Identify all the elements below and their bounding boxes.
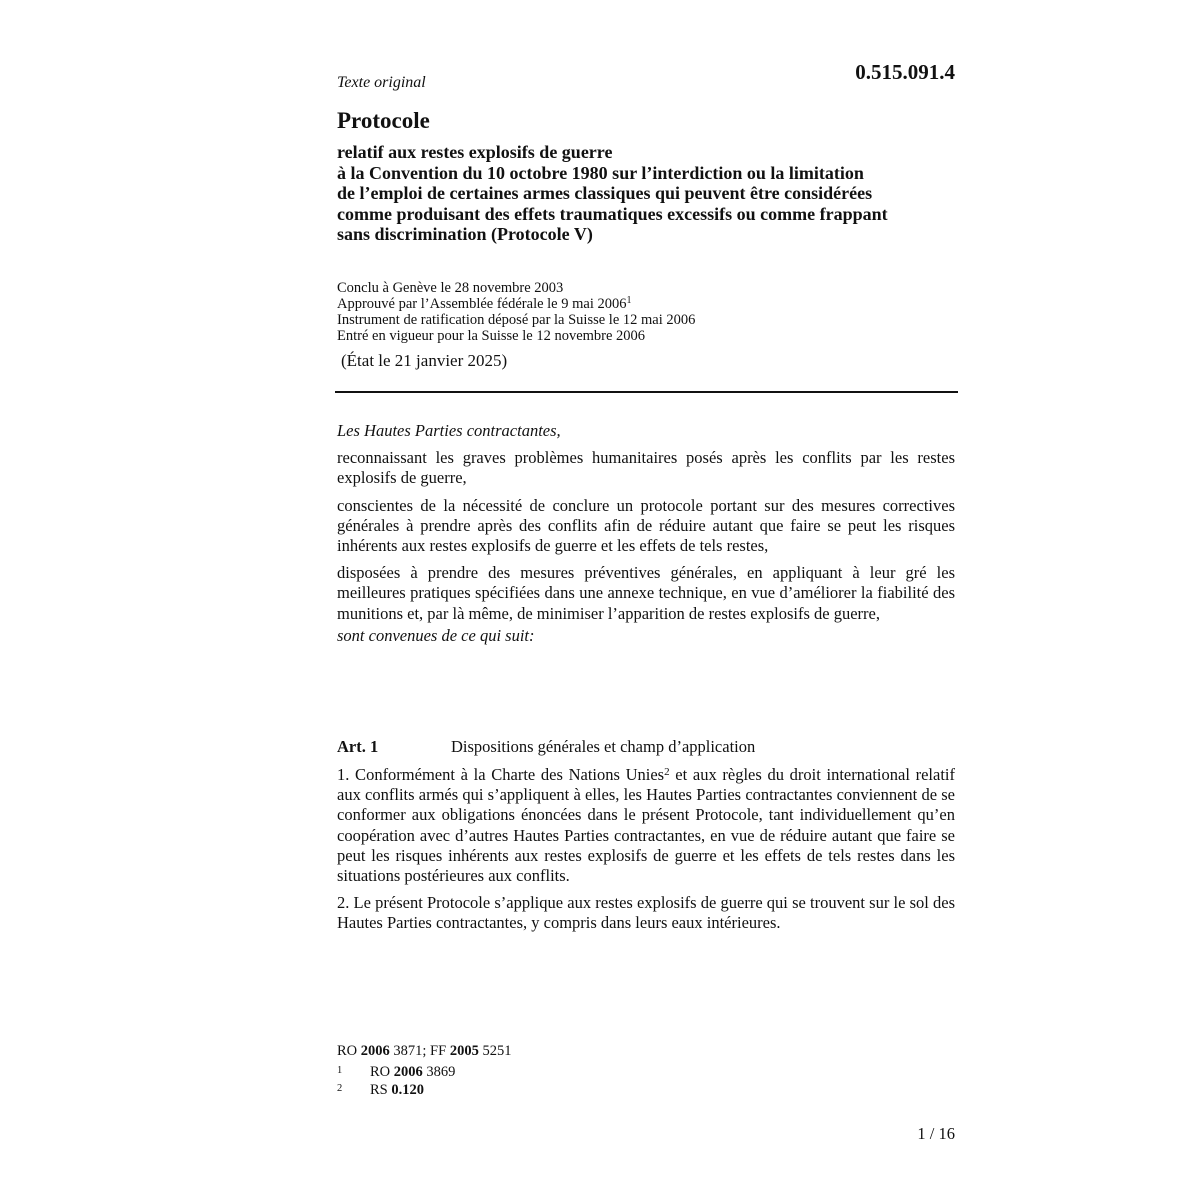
document-metadata xyxy=(337,280,695,344)
subtitle-line: à la Convention du 10 octobre 1980 sur l’interdiction ou la limitation xyxy=(337,162,864,183)
footnote-text: RS xyxy=(370,1081,392,1098)
footnote-ref[interactable]: 2 xyxy=(664,766,670,778)
preamble-paragraph: conscientes de la nécessité de conclure un protocole portant sur des mesures correctives générales à prendre après des conflits afin de réduire autant que faire se peut les risques inhérents aux restes explosifs de guerre et les effets de tels restes, xyxy=(337,495,955,556)
footnotes xyxy=(337,1063,455,1098)
subtitle-line: relatif aux restes explosifs de guerre xyxy=(337,142,613,162)
preamble xyxy=(337,421,955,653)
footnote-text: 0.120 xyxy=(391,1081,424,1098)
entry-into-force-date: Entré en vigueur pour la Suisse le 12 novembre 2006 xyxy=(337,328,646,344)
publication-reference xyxy=(337,1043,511,1060)
article-paragraph-1 xyxy=(337,765,955,886)
original-text-label: Texte original xyxy=(337,74,426,91)
preamble-intro: Les Hautes Parties contractantes, xyxy=(337,421,561,440)
ref-page: 5251 xyxy=(478,1043,512,1059)
subtitle-line: de l’emploi de certaines armes classiques qui peuvent être considérées xyxy=(337,183,873,203)
divider xyxy=(335,391,958,393)
article-text: et aux règles du droit international relatif aux conflits armés qui s’appliquent à elles, les Hautes Parties contractantes conviennent de se conformer aux obligations énoncées dans le présent Protocole, tant individuellement qu’en coopération avec d’autres Hautes Parties contractantes, en vue de réduire autant que faire se peut les risques inhérents aux restes explosifs de guerre et les effets de tels restes dans les situations postérieures aux conflits. xyxy=(337,765,955,886)
subtitle-line: sans discrimination (Protocole V) xyxy=(337,224,593,244)
preamble-paragraph: disposées à prendre des mesures préventives générales, en appliquant à leur gré les meilleures pratiques spécifiées dans une annexe technique, en vue d’améliorer la fiabilité des munitions et, par là même, de minimiser l’apparition de restes explosifs de guerre, xyxy=(337,563,955,623)
concluded-date: Conclu à Genève le 28 novembre 2003 xyxy=(337,280,564,296)
preamble-closing: sont convenues de ce qui suit: xyxy=(337,625,535,645)
footnote-number: 1 xyxy=(337,1065,343,1076)
ref-year: 2005 xyxy=(449,1043,479,1059)
footnote-number: 2 xyxy=(337,1082,343,1094)
ratification-date: Instrument de ratification déposé par la Suisse le 12 mai 2006 xyxy=(337,312,696,328)
article-title: Dispositions générales et champ d’application xyxy=(451,737,756,756)
footnote xyxy=(337,1081,455,1099)
article-body xyxy=(337,765,955,941)
rs-number: 0.515.091.4 xyxy=(855,60,955,84)
ref-label: RO xyxy=(337,1043,361,1059)
ref-page: 3871; FF xyxy=(389,1043,450,1059)
footnote-text: 3869 xyxy=(422,1064,456,1080)
footnote-ref[interactable]: 1 xyxy=(626,295,632,306)
article-text: 1. Conformément à la Charte des Nations Unies xyxy=(337,765,665,784)
state-date: (État le 21 janvier 2025) xyxy=(341,351,508,370)
subtitle-line: comme produisant des effets traumatiques excessifs ou comme frappant xyxy=(337,203,888,224)
preamble-paragraph: reconnaissant les graves problèmes humanitaires posés après les conflits par les restes explosifs de guerre, xyxy=(337,448,955,488)
footnote xyxy=(337,1063,455,1081)
article-heading xyxy=(337,737,755,757)
approval-line xyxy=(337,296,695,312)
article-number: Art. 1 xyxy=(337,737,379,756)
approved-date: Approuvé par l’Assemblée fédérale le 9 mai 2006 xyxy=(337,296,627,312)
article-paragraph-2: 2. Le présent Protocole s’applique aux restes explosifs de guerre qui se trouvent sur le sol des Hautes Parties contractantes, y compris dans leurs eaux intérieures. xyxy=(337,893,955,933)
document-subtitle xyxy=(337,142,967,245)
page-number: 1 / 16 xyxy=(917,1124,955,1143)
document-title: Protocole xyxy=(337,108,430,133)
footnote-text: 2006 xyxy=(393,1064,423,1080)
ref-year: 2006 xyxy=(360,1043,390,1059)
footnote-text: RO xyxy=(370,1064,394,1080)
